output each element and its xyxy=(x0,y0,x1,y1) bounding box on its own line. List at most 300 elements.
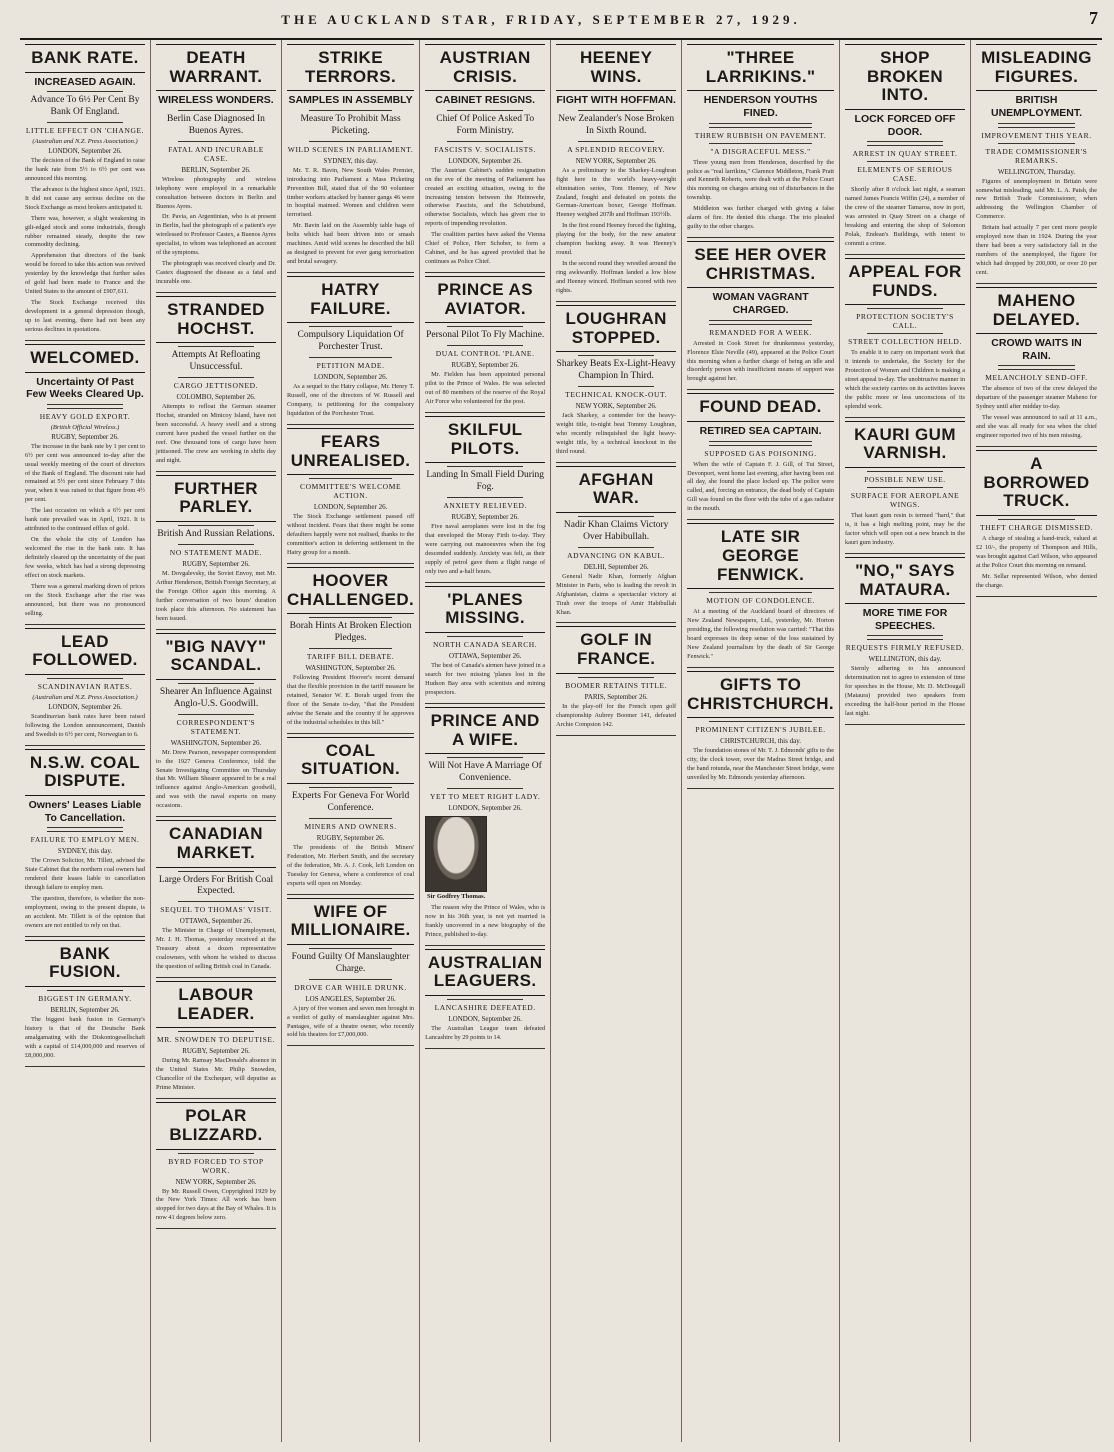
story-divider xyxy=(425,703,545,704)
article-minor-head: MINERS AND OWNERS. xyxy=(304,821,397,831)
article-paragraph: M. Dovgalevsky, the Soviet Envoy, met Mr. Arthur Henderson, British Foreign Secretary, at the Foreign Office again this morning. A further conversation of two hours' duration took place this afternoon. No statement has been issued. xyxy=(155,569,276,622)
article-dateline: RUGBY, September 26. xyxy=(182,1047,250,1056)
article-deck: Berlin Case Diagnosed In Buenos Ayres. xyxy=(167,113,265,136)
article-headline: SEE HER OVER CHRISTMAS. xyxy=(687,241,834,288)
story-divider xyxy=(976,446,1097,447)
headline-rule xyxy=(447,999,523,1000)
article-minor-head: SEQUEL TO THOMAS' VISIT. xyxy=(160,905,272,915)
article xyxy=(687,393,834,520)
article-paragraph: By Mr. Russell Owen, Copyrighted 1929 by the New York Times: All work has been stopped for two days at the Bay of Whales. It is now 41 degrees below zero. xyxy=(155,1187,276,1222)
article-paragraph: The increase in the bank rate by 1 per cent to 6½ per cent was announced to-day after the usual weekly meeting of the court of directors of the Bank of England. The discount rate had remained at 5½ per cent since February 7 this year, when it was raised to that figure from 4½ per cent. xyxy=(25,442,145,504)
article xyxy=(425,44,545,273)
article xyxy=(425,586,545,704)
story-divider xyxy=(845,417,965,418)
headline-rule xyxy=(447,788,523,789)
article-paragraph: In the play-off for the French open golf championship Aubrey Boomer 141, defeated Archie Compston 142. xyxy=(556,702,677,728)
headline-rule xyxy=(178,683,254,684)
article-subhead: WOMAN VAGRANT CHARGED. xyxy=(712,291,809,317)
article-dateline: LONDON, September 26. xyxy=(313,373,388,382)
article-minor-head: TRADE COMMISSIONER'S REMARKS. xyxy=(985,146,1088,165)
article-paragraph: Three young men from Henderson, described by the police as "real larrikins," Clarence Middleton, Frank Pratt and Kenneth Roberts, were dealt with at the Police Court this morning on charges arising out of disturbances in the township. xyxy=(687,158,835,202)
article-paragraph: Mr. Drew Pearson, newspaper correspondent to the 1927 Geneva Conference, told the Senate Investigating Committee on Thursday that Mr. William Shearer appeared to be a real influence against Anglo-American goodwill, and was with the naval experts on many occasions. xyxy=(155,748,276,810)
headline-rule xyxy=(998,127,1075,128)
headline-rule xyxy=(578,516,654,517)
article-headline: WIFE OF MILLIONAIRE. xyxy=(287,898,414,945)
article-minor-head: MOTION OF CONDOLENCE. xyxy=(706,596,815,606)
portrait-figure xyxy=(425,816,487,900)
article-deck: Nadir Khan Claims Victory Over Habibullah. xyxy=(563,520,669,542)
article-headline: APPEAL FOR FUNDS. xyxy=(845,258,965,305)
article xyxy=(556,305,676,463)
headline-rule xyxy=(309,141,392,142)
headline-rule xyxy=(47,122,123,123)
article-paragraph: The presidents of the British Miners' Federation, Mr. Herbert Smith, and the secretary of the federation, Mr. A. J. Cook, left London on Tuesday for Geneva, where a conference of coal experts will open on Monday. xyxy=(286,843,415,887)
article xyxy=(287,898,414,1047)
portrait-side-text xyxy=(491,816,545,900)
article-dateline: DELHI, September 26. xyxy=(583,562,649,571)
article-headline: PRINCE AS AVIATOR. xyxy=(425,276,545,323)
headline-rule xyxy=(998,143,1075,144)
article-deck: Found Guilty Of Manslaughter Charge. xyxy=(291,951,410,974)
article-dateline: LONDON, September 26. xyxy=(448,156,522,165)
article-dateline: SYDNEY, this day. xyxy=(323,156,378,165)
headline-rule xyxy=(178,871,254,872)
article-subhead: CABINET RESIGNS. xyxy=(435,94,536,107)
article-dateline: BERLIN, September 26. xyxy=(181,165,251,174)
article-paragraph: The Austrian Cabinet's sudden resignation on the eve of the meeting of Parliament has created an exciting situation, owing to the increasing tension between the Heimwehr, otherwise Fascists, and the Schutzbund, otherwise Socialists, which has given rise to reports of impending revolution. xyxy=(425,166,546,228)
article-dateline: LONDON, September 26. xyxy=(448,1015,522,1024)
portrait-caption: Sir Godfrey Thomas. xyxy=(427,893,486,901)
headline-rule xyxy=(709,324,812,325)
story-divider xyxy=(156,816,276,817)
story-divider xyxy=(156,1228,276,1229)
article xyxy=(156,633,276,818)
article-minor-head: DROVE CAR WHILE DRUNK. xyxy=(294,982,407,992)
article-paragraph: Middleton was further charged with giving a false alarm of fire. He denied this charge. The trio pleaded guilty to the other charges. xyxy=(687,205,835,231)
story-divider xyxy=(156,977,276,978)
headline-rule xyxy=(998,365,1075,366)
story-divider xyxy=(556,462,676,463)
article xyxy=(25,344,145,625)
headline-rule xyxy=(178,377,254,378)
article-minor-head: SURFACE FOR AEROPLANE WINGS. xyxy=(850,491,960,510)
article-minor-head: CARGO JETTISONED. xyxy=(173,381,259,391)
headline-rule xyxy=(47,831,123,832)
article-headline: FEARS UNREALISED. xyxy=(287,428,414,475)
article-headline: AUSTRIAN CRISIS. xyxy=(425,44,545,91)
headline-rule xyxy=(309,357,392,358)
headline-rule xyxy=(47,404,123,405)
article-paragraph: Mr. Sellar represented Wilson, who denied the charge. xyxy=(976,572,1097,589)
headline-rule xyxy=(309,818,392,819)
headline-rule xyxy=(867,333,943,334)
article-paragraph: As a preliminary to the Sharkey-Loughran fight here in the world's heavy-weight elimination series, Tom Heeney, of New Zealand, fought and defeated on points the German-American boxer, George Hoffman. Heeney weighed 207lb and Hoffman 193½lb. xyxy=(556,166,677,219)
article-deck: Advance To 6½ Per Cent By Bank Of England. xyxy=(30,95,140,118)
headline-rule xyxy=(47,827,123,828)
article-paragraph: A jury of five women and seven men brought in a verdict of guilty of manslaughter against Mrs. Pantages, wife of a theatre owner, who recently sold his theatres for £7,000,000. xyxy=(286,1004,415,1039)
article xyxy=(25,749,145,937)
article xyxy=(556,626,676,735)
article-minor-head: DUAL CONTROL 'PLANE. xyxy=(435,349,535,359)
article-subhead: INCREASED AGAIN. xyxy=(34,75,136,88)
headline-rule xyxy=(709,123,812,124)
article-paragraph: The Stock Exchange settlement passed off without incident. Fears that there might be some defaulters happily were not realised, thanks to the committee's action in deferring settlement in the Hatry group for a month. xyxy=(286,513,415,557)
article-subhead: MORE TIME FOR SPEECHES. xyxy=(862,607,948,632)
article xyxy=(287,276,414,425)
article-paragraph: Sternly adhering to his announced determination not to agree to extension of time for speeches in the House, Mr. D. McDougall (Mataura) provided two speakers from exceeding the half-hour period in the House last night. xyxy=(845,665,965,718)
headline-rule xyxy=(998,519,1075,520)
article-dateline: NEW YORK, September 26. xyxy=(175,1177,257,1186)
article-deck: Compulsory Liquidation Of Porchester Trust. xyxy=(297,330,404,353)
story-divider xyxy=(25,624,145,625)
article-minor-head: REMANDED FOR A WEEK. xyxy=(709,327,812,337)
article-minor-head: NORTH CANADA SEARCH. xyxy=(433,640,538,650)
headline-rule xyxy=(178,714,254,715)
article xyxy=(156,44,276,293)
article-deck: Attempts At Refloating Unsuccessful. xyxy=(171,350,261,373)
article-paragraph: The Stock Exchange received this development in a general depression though, up to last evening, there had not been any serious declines in quotations. xyxy=(25,299,145,333)
story-divider xyxy=(556,622,676,623)
column-7 xyxy=(840,40,971,1442)
headline-rule xyxy=(178,525,254,526)
article-paragraph: On the whole the city of London has welcomed the rise in the bank rate. It has definitely cleared up the uncertainty of the past few weeks, which has had a strong depressing effect on stock markets. xyxy=(25,536,145,579)
article-deck: Personal Pilot To Fly Machine. xyxy=(426,330,545,341)
headline-rule xyxy=(867,487,943,488)
article-headline: CANADIAN MARKET. xyxy=(156,820,276,867)
story-divider xyxy=(687,237,834,238)
story-divider xyxy=(425,945,545,946)
article-minor-head: FATAL AND INCURABLE CASE. xyxy=(168,144,264,163)
headline-rule xyxy=(47,91,123,92)
article-dateline: LOS ANGELES, September 26. xyxy=(305,994,396,1003)
story-divider xyxy=(845,724,965,725)
article xyxy=(976,287,1097,447)
article-minor-head: BOOMER RETAINS TITLE. xyxy=(565,680,668,690)
story-divider xyxy=(25,340,145,341)
headline-rule xyxy=(47,408,123,409)
article-paragraph: The decision of the Bank of England to raise the bank rate from 5½ to 6½ per cent was announced this morning. xyxy=(25,157,145,182)
headline-rule xyxy=(709,445,812,446)
headline-rule xyxy=(178,901,254,902)
article-paragraph: During Mr. Ramsay MacDonald's absence in the United States Mr. Philip Snowden, Chancellor of the Exchequer, will deputise as Prime Minister. xyxy=(155,1057,276,1092)
article-paragraph: The biggest bank fusion in Germany's history is that of the Deutsche Bank amalgamating with the Diskontogesellschaft with a capital of £14,000,000 and reserves of £8,000,000. xyxy=(25,1016,145,1059)
headline-rule xyxy=(867,308,943,309)
article-headline: POLAR BLIZZARD. xyxy=(156,1102,276,1149)
article-paragraph: The Crown Solicitor, Mr. Tillett, advised the State Cabinet that the northern coal owners had rendered their leases liable to cancellation through failure to employ men. xyxy=(25,857,145,892)
column-4 xyxy=(420,40,551,1442)
article-deck: Borah Hints At Broken Election Pledges. xyxy=(289,621,412,644)
article-paragraph: There was, however, a slight weakening in gilt-edged stock and some industrials, though rubber remained steady, despite the raw commodity declining. xyxy=(25,214,145,249)
article-headline: MISLEADING FIGURES. xyxy=(976,44,1097,91)
article-paragraph: The reason why the Prince of Wales, who is now in his 36th year, is not yet married is frankly uncovered in a new biography of the Prince, published to-day. xyxy=(425,904,546,938)
headline-rule xyxy=(998,123,1075,124)
article xyxy=(687,671,834,789)
article-minor-head: HEAVY GOLD EXPORT. xyxy=(39,411,131,421)
story-divider xyxy=(976,596,1097,597)
article-dateline: LONDON, September 26. xyxy=(313,503,388,512)
headline-rule xyxy=(867,145,943,146)
headline-rule xyxy=(578,355,654,356)
article-minor-head: PETITION MADE. xyxy=(316,361,385,371)
article-paragraph: The Australian League team defeated Lancashire by 29 points to 14. xyxy=(425,1025,546,1042)
headline-rule xyxy=(578,141,654,142)
article-minor-head: SCANDINAVIAN RATES. xyxy=(37,681,133,691)
article-dateline: WASHINGTON, September 26. xyxy=(170,738,262,747)
article-paragraph: The coalition parties have asked the Vienna Chief of Police, Herr Schober, to form a Cabinet, and he has agreed provided that he continues as Police Chief. xyxy=(425,231,546,266)
story-divider xyxy=(25,745,145,746)
article xyxy=(25,940,145,1067)
article-paragraph: The absence of two of the crew delayed the departure of the passenger steamer Maheno for Sydney until after midday to-day. xyxy=(976,385,1097,411)
article xyxy=(425,707,545,946)
story-divider xyxy=(156,1098,276,1099)
headline-rule xyxy=(309,648,392,649)
article-subhead: CROWD WAITS IN RAIN. xyxy=(991,337,1082,362)
headline-rule xyxy=(178,1031,254,1032)
article-subhead: Owners' Leases Liable To Cancellation. xyxy=(28,799,142,824)
headline-rule xyxy=(998,369,1075,370)
headline-rule xyxy=(309,979,392,980)
headline-rule xyxy=(309,478,392,479)
article-subhead: LOCK FORCED OFF DOOR. xyxy=(854,113,956,138)
article-headline: COAL SITUATION. xyxy=(287,737,414,784)
masthead xyxy=(20,6,1102,40)
story-divider xyxy=(976,283,1097,284)
article-minor-head: FAILURE TO EMPLOY MEN. xyxy=(30,835,140,845)
article-dateline: WELLINGTON, this day. xyxy=(868,655,942,664)
article-minor-head: REQUESTS FIRMLY REFUSED. xyxy=(845,643,965,653)
article-minor-head: YET TO MEET RIGHT LADY. xyxy=(430,792,541,802)
headline-rule xyxy=(867,141,943,142)
article-minor-head: IMPROVEMENT THIS YEAR. xyxy=(981,130,1092,140)
headline-rule xyxy=(447,466,523,467)
headline-rule xyxy=(447,345,523,346)
article-headline: WELCOMED. xyxy=(25,344,145,373)
article xyxy=(976,450,1097,597)
article-minor-head: LITTLE EFFECT ON 'CHANGE. xyxy=(25,126,145,136)
article-paragraph: Mr. Bavin laid on the Assembly table bags of bolts which had been driven into or smash machines. Amid wild scenes he described the bill as designed to prevent for ever gang terrorisation and brutal savagery. xyxy=(286,222,415,266)
story-divider xyxy=(287,894,414,895)
article-paragraph: Arrested in Cook Street for drunkenness yesterday, Florence Elsie Neville (49), appeared at the Police Court this morning when a further charge of being an idle and disorderly person with insufficient means of support was brought against her. xyxy=(687,339,835,383)
story-divider xyxy=(287,272,414,273)
story-divider xyxy=(25,936,145,937)
article-headline: HATRY FAILURE. xyxy=(287,276,414,323)
headline-rule xyxy=(867,161,943,162)
article-headline: BANK FUSION. xyxy=(25,940,145,987)
article-headline: FOUND DEAD. xyxy=(687,393,834,422)
headline-rule xyxy=(709,592,812,593)
article-paragraph: Scandinavian bank rates have been raised following the London announcement, Danish and Swedish to 6½ per cent, Norwegian to 6. xyxy=(25,712,145,738)
article-dateline: RUGBY, September 26. xyxy=(182,559,250,568)
wire-credit: (Australian and N.Z. Press Association.) xyxy=(32,138,138,146)
article-dateline: NEW YORK, September 26. xyxy=(575,156,657,165)
article-paragraph: Attempts to refloat the German steamer Hochst, stranded on Minicoy Island, have not been successful. A heavy swell and a strong current have pushed the vessel further on the reef. One thousand tons of cargo have been jettisoned. The crew are working in shifts day and night. xyxy=(155,403,276,464)
article xyxy=(25,628,145,746)
article xyxy=(156,981,276,1099)
article-dateline: NEW YORK, September 26. xyxy=(575,401,657,410)
article-minor-head: THREW RUBBISH ON PAVEMENT. xyxy=(694,130,827,140)
headline-rule xyxy=(447,497,523,498)
headline-rule xyxy=(578,547,654,548)
article-minor-head: CORRESPONDENT'S STATEMENT. xyxy=(176,717,256,736)
article-minor-head: MR. SNOWDEN TO DEPUTISE. xyxy=(156,1035,276,1045)
article xyxy=(687,241,834,390)
story-divider xyxy=(287,1045,414,1046)
article-deck: Experts For Geneva For World Conference. xyxy=(291,791,410,813)
article-minor-head: ARREST IN QUAY STREET. xyxy=(852,149,958,159)
article xyxy=(287,428,414,564)
headline-rule xyxy=(309,948,392,949)
article-headline: A BORROWED TRUCK. xyxy=(976,450,1097,516)
column-1 xyxy=(20,40,151,1442)
article-dateline: OTTAWA, September 26. xyxy=(179,917,253,926)
article-minor-head: STREET COLLECTION HELD. xyxy=(848,337,962,347)
article-paragraph: Jack Sharkey, a contender for the heavy-weight title, to-night beat Tommy Loughran, who recently relinquished the light heavy-weight title, by a technical knockout in the third round. xyxy=(556,411,677,455)
article-paragraph: When the wife of Captain F. J. Gill, of Tui Street, Devonport, went home last evening, after having been out all day, she found the place locked up. The police were called, and, forcing an entrance, the dead body of Captain Gill was found on the floor with the tube of a gas radiator in the mouth. xyxy=(687,460,835,513)
headline-rule xyxy=(709,721,812,722)
story-divider xyxy=(156,629,276,630)
article-deck: Will Not Have A Marriage Of Convenience. xyxy=(428,761,542,784)
article xyxy=(425,949,545,1049)
story-divider xyxy=(425,1048,545,1049)
article-paragraph: The Minister in Charge of Unemployment, Mr. J. H. Thomas, yesterday received at the Treasury about a dozen representative coalowners, with whom he wished to discuss the question of selling British coal in Canada. xyxy=(155,927,276,971)
article-headline: "BIG NAVY" SCANDAL. xyxy=(156,633,276,680)
article-headline: AFGHAN WAR. xyxy=(556,466,676,513)
story-divider xyxy=(425,582,545,583)
story-divider xyxy=(25,1066,145,1067)
headline-rule xyxy=(309,110,392,111)
article-headline: "THREE LARRIKINS." xyxy=(687,44,834,91)
headline-rule xyxy=(578,677,654,678)
headline-rule xyxy=(867,639,943,640)
article-paragraph: Wireless photography and wireless telephony were employed in a remarkable consultation between doctors in Berlin and Buenos Ayres. xyxy=(155,175,276,210)
article-minor-head: COMMITTEE'S WELCOME ACTION. xyxy=(300,482,402,501)
article-dateline: PARIS, September 26. xyxy=(584,692,648,701)
article-dateline: RUGBY, September 26. xyxy=(451,361,519,370)
article-deck: New Zealander's Nose Broken In Sixth Round. xyxy=(558,113,675,136)
article xyxy=(845,421,965,554)
article-deck: Measure To Prohibit Mass Picketing. xyxy=(300,113,401,136)
story-divider xyxy=(687,788,834,789)
article xyxy=(156,296,276,472)
headline-rule xyxy=(867,471,943,472)
article-minor-head: PROTECTION SOCIETY'S CALL. xyxy=(856,312,954,331)
article-subhead: BRITISH UNEMPLOYMENT. xyxy=(990,94,1082,119)
article-minor-head: ELEMENTS OF SERIOUS CASE. xyxy=(857,165,953,184)
article-paragraph: Five naval aeroplanes were lost in the fog that enveloped the Moray Firth to-day. They were carrying out manoeuvres when the fog descended suddenly. Anxiety was felt, as their supply of petrol gave them a flight range of only two and a-half hours. xyxy=(425,523,546,575)
article xyxy=(425,276,545,413)
article-deck: Landing In Small Field During Fog. xyxy=(426,470,544,493)
headline-rule xyxy=(709,143,812,144)
column-8 xyxy=(971,40,1102,1442)
article-dateline: WELLINGTON, Thursday. xyxy=(997,167,1076,176)
article-paragraph: The vessel was announced to sail at 11 a.m., and she was all ready for sea when the chief engineer reported two of his men missing. xyxy=(976,414,1097,440)
article xyxy=(845,44,965,255)
article-paragraph: A charge of stealing a hand-truck, valued at £2 10/-, the property of Thompson and Hills, was brought against Carl Wilson, who appeared at the Police Court this morning on remand. xyxy=(976,535,1097,569)
article xyxy=(156,820,276,978)
article-minor-head: ANXIETY RELIEVED. xyxy=(443,501,527,511)
article-paragraph: Shortly after 8 o'clock last night, a seaman named James Francis Wiffin (24), a member of the crew of the steamer Tamaroa, now in port, was arrested in Quay Street on a charge of breaking and entering the shop of Solomon Polak, Endean's Buildings, with intent to commit a crime. xyxy=(845,186,965,247)
headline-rule xyxy=(709,127,812,128)
article-paragraph: Figures of unemployment in Britain were somewhat misleading, said Mr. L. A. Paish, the new British Trade Commissioner, when addressing the Wellington Chamber of Commerce. xyxy=(976,177,1097,221)
article-headline: KAURI GUM VARNISH. xyxy=(845,421,965,468)
article xyxy=(845,557,965,725)
article-dateline: RUGBY, September 26. xyxy=(316,833,385,842)
article-dateline: OTTAWA, September 26. xyxy=(448,652,522,661)
article xyxy=(425,416,545,583)
headline-rule xyxy=(178,141,254,142)
article-minor-head: PROMINENT CITIZEN'S JUBILEE. xyxy=(695,725,826,735)
article-headline: DEATH WARRANT. xyxy=(156,44,276,91)
article-headline: LOUGHRAN STOPPED. xyxy=(556,305,676,352)
article-headline: SKILFUL PILOTS. xyxy=(425,416,545,463)
story-divider xyxy=(845,254,965,255)
story-divider xyxy=(556,735,676,736)
article-headline: GIFTS TO CHRISTCHURCH. xyxy=(687,671,834,718)
article-headline: BANK RATE. xyxy=(25,44,145,73)
column-3 xyxy=(282,40,420,1442)
article xyxy=(156,1102,276,1229)
columns-grid xyxy=(20,40,1102,1442)
article-minor-head: FASCISTS V. SOCIALISTS. xyxy=(434,144,537,154)
article-paragraph: The advance is the highest since April, 1921. It did not cause any serious decline on the Stock Exchange as most brokers anticipated it. xyxy=(25,185,145,211)
article xyxy=(156,475,276,630)
article-paragraph: The question, therefore, is whether the non-employment, owing to the present dispute, is an accident. Mr. Tillett is of the opinion that owners are not entitled to rely on that. xyxy=(25,895,145,929)
article-paragraph: As a sequel to the Hatry collapse, Mr. Henry T. Russell, one of the directors of W. Russell and Company, is petitioning for the compulsory liquidation of the Porchester Trust. xyxy=(286,383,415,417)
article-subhead: HENDERSON YOUTHS FINED. xyxy=(703,94,818,119)
headline-rule xyxy=(447,757,523,758)
headline-rule xyxy=(447,326,523,327)
headline-rule xyxy=(178,544,254,545)
headline-rule xyxy=(709,320,812,321)
article xyxy=(556,44,676,302)
story-divider xyxy=(156,471,276,472)
article-headline: PRINCE AND A WIFE. xyxy=(425,707,545,754)
article-subhead: SAMPLES IN ASSEMBLY xyxy=(288,94,413,107)
story-divider xyxy=(687,667,834,668)
article-headline: N.S.W. COAL DISPUTE. xyxy=(25,749,145,796)
article-dateline: RUGBY, September 26. xyxy=(451,513,519,522)
article-paragraph: That kauri gum resin is termed "hard," that is, it has a high melting point, may be the factor which will open out a new branch in the kauri gum industry. xyxy=(845,512,965,546)
article-minor-head: NO STATEMENT MADE. xyxy=(169,547,263,557)
story-divider xyxy=(287,424,414,425)
page-number: 7 xyxy=(1089,8,1098,28)
article-headline: GOLF IN FRANCE. xyxy=(556,626,676,673)
wire-credit: (British Official Wireless.) xyxy=(50,423,120,431)
article xyxy=(976,44,1097,284)
column-2 xyxy=(151,40,282,1442)
wire-credit: (Australian and N.Z. Press Association.) xyxy=(32,693,138,701)
headline-rule xyxy=(178,110,254,111)
story-divider xyxy=(156,292,276,293)
article-dateline: RUGBY, September 26. xyxy=(51,432,119,441)
article-minor-head: POSSIBLE NEW USE. xyxy=(864,475,946,485)
article-dateline: LONDON, September 26. xyxy=(48,147,122,156)
headline-rule xyxy=(47,678,123,679)
article-paragraph: Mr. T. R. Bavin, New South Wales Premier, introducing into Parliament a Mass Picketing Prevention Bill, stated that of the 90 volunteer timber workers attacked by banner gangs 46 were in hospital maimed. Women and children were terrorised. xyxy=(286,166,415,219)
headline-rule xyxy=(309,787,392,788)
headline-rule xyxy=(309,617,392,618)
article-headline: LABOUR LEADER. xyxy=(156,981,276,1028)
article-paragraph: At a meeting of the Auckland board of directors of New Zealand Newspapers, Ltd., yesterday, Mr. Horton presiding, the following resolution was carried: "That this board expresses its deep sense of the loss sustained by New Zealand journalism by the death of Sir George Fenwick." xyxy=(687,608,835,660)
article-paragraph: Mr. Fielden has been appointed personal pilot to the Prince of Wales. He was selected out of 80 members of the reserve of the Royal Air Force who volunteered for the post. xyxy=(425,371,546,406)
article xyxy=(25,44,145,341)
article-minor-head: SUPPOSED GAS POISONING. xyxy=(704,448,817,458)
article-minor-head: MELANCHOLY SEND-OFF. xyxy=(985,373,1088,383)
story-divider xyxy=(425,412,545,413)
article-headline: 'PLANES MISSING. xyxy=(425,586,545,633)
article-headline: HOOVER CHALLENGED. xyxy=(287,567,414,614)
article xyxy=(556,466,676,624)
